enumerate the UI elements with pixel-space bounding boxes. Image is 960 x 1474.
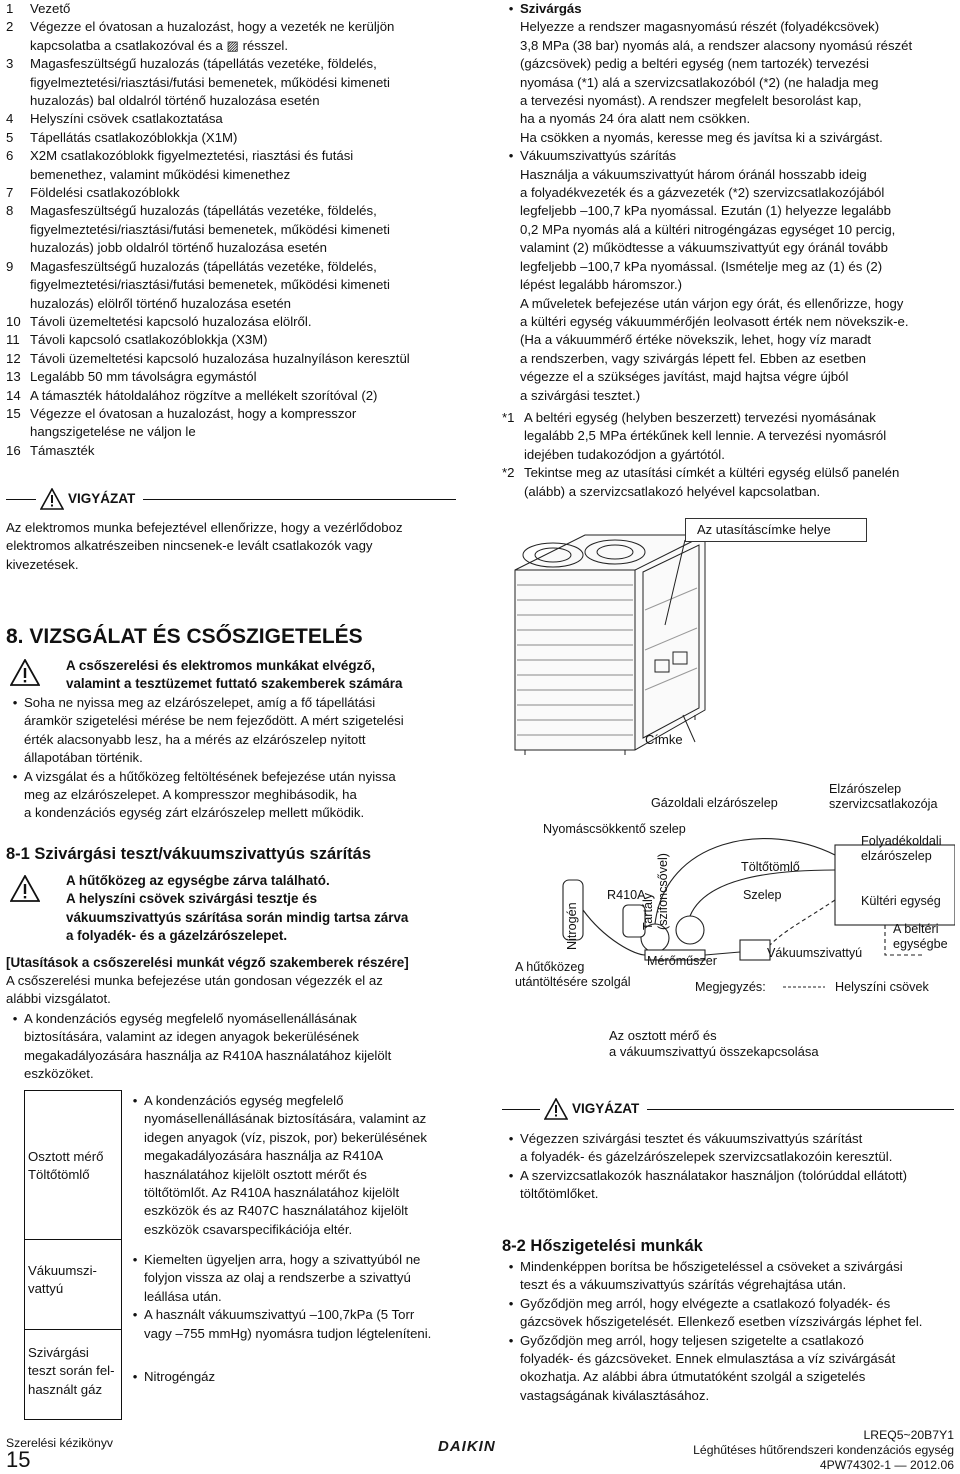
item-line: huzalozás) bal oldalról történő huzalozása esetén [30,93,320,109]
item-line: figyelmeztetési/riasztási/futási bemenetek, működési kimeneti [30,221,390,237]
caution-line: kivezetések. [6,556,79,572]
bullet-dot: • [12,768,18,784]
warning-icon [10,875,40,902]
note-line: legalább 2,5 MPa értékűnek kell lennie. A tervezési nyomásról [524,428,887,444]
text-line: szervizcsatlakozója [829,797,938,811]
text-line: (Ha a vákuummérő értéke növekszik, lehet, hogy víz maradt [520,332,872,348]
text-line: Győződjön meg arról, hogy teljesen szigetelte a csatlakozó [520,1332,864,1348]
label-nitrogen: Nitrogén [565,902,579,950]
row-label [28,1148,103,1185]
text-line: Tartály [641,892,655,930]
label-meromuszer: Mérőműszer [647,954,717,968]
footer-model: LREQ5~20B7Y1 [863,1428,954,1442]
list-item [6,110,476,128]
caution-title: VIGYÁZAT [68,490,136,506]
list-item [6,184,476,202]
item-line: Végezze el óvatosan a huzalozást, hogy a vezeték ne kerüljön [30,19,395,35]
footer-manual: Szerelési kézikönyv [6,1436,114,1450]
text-line: Helyezze a rendszer magasnyomású részét (folyadékcsövek) [520,19,880,35]
piping-diagram [505,780,955,1060]
tools-table [24,1090,462,1420]
instructions-bullet [6,1010,466,1084]
bullet-line: eszközöket. [24,1066,94,1082]
bullet-dot: • [508,1332,514,1348]
bullet-dot: • [12,1011,18,1026]
text-line: utántöltésére szolgál [515,975,631,989]
cell-line: töltőtömlőt. Az R410A használatához kijelölt [144,1185,400,1201]
item-line: X2M csatlakozóblokk figyelmeztetési, riasztási és futási [30,148,354,164]
cell-line: Kiemelten ügyeljen arra, hogy a szivattyúból ne [144,1252,421,1267]
item-line: Vezető [30,1,71,16]
text-line: elzárószelep [861,849,932,863]
label-hutokozeg [515,960,631,990]
item-number: 7 [6,185,14,201]
label-line: Osztott mérő [28,1149,104,1164]
item-number: 13 [6,369,21,385]
text-line: Az osztott mérő és [609,1028,717,1043]
label-cimke: Címke [645,732,683,747]
footer-brand: DAIKIN [438,1438,496,1455]
label-szelep: Szelep [743,888,782,902]
list-item [6,313,476,331]
outdoor-unit-drawing [505,510,955,755]
item-number: 8 [6,203,14,219]
text-line: A beltéri [893,922,939,936]
bullet-line: érték alacsonyabb lesz, ha a mérés az elzárószelep nyitott [24,731,366,747]
section-8-2-bullets [502,1258,954,1405]
bullet-line: állapotában történik. [24,750,143,766]
item-line: bemenethez, valamint működési kimenethez [30,166,291,182]
text-line: a kültéri egység vákuummérőjén leolvasott érték nem növekszik-e. [520,313,909,329]
cell-line: folyjon vissza az olaj a rendszerbe a szivattyú [144,1270,411,1286]
figure-caption [609,1028,819,1060]
bullet-dot: • [508,1259,514,1274]
item-line: Támaszték [30,442,95,458]
text-line: Ha csökken a nyomás, keresse meg és javítsa ki a szivárgást. [520,129,883,145]
bullet-line: a kondenzációs egység zárt elzárószelep mellett működik. [24,805,365,821]
warning-line: A hűtőközeg az egységbe zárva található. [66,873,330,888]
item-line: Magasfeszültségű huzalozás (tápellátás vezetéke, földelés, [30,56,377,72]
item-line: Magasfeszültségű huzalozás (tápellátás vezetéke, földelés, [30,258,377,274]
list-item [6,202,476,257]
footer-page: 15 [6,1447,31,1472]
cell-line: A használt vákuumszivattyú –100,7kPa (5 Torr [144,1307,415,1323]
legend-list [6,0,476,460]
cell-line: A kondenzációs egység megfelelő [144,1093,344,1108]
warning-line: A helyszíni csövek szivárgási tesztje és [66,891,318,907]
rule-right [647,1109,954,1110]
item-line: figyelmeztetési/riasztási/futási bemenetek, működési kimeneti [30,74,390,90]
section-8-warning [66,657,466,694]
item-number: 2 [6,19,14,35]
footer-code: 4PW74302-1 — 2012.06 [819,1458,954,1472]
item-number: 3 [6,56,14,72]
caution-header [6,488,456,510]
bullet-line: A vizsgálat és a hűtőközeg feltöltésének befejezése után nyissa [24,768,396,784]
bullet-dot: • [132,1369,138,1384]
label-megjegyzes: Megjegyzés: [695,980,766,994]
item-line: Végezze el óvatosan a huzalozást, hogy a kompresszor [30,405,357,421]
bullet-line: meg az elzárószelepet. A kompresszor meghibásodik, ha [24,787,357,803]
footer-product: Léghűtéses hűtőrendszeri kondenzációs egység [693,1443,954,1457]
text-line: legfeljebb –100,7 kPa nyomással. Ezután (1) helyezze legalább [520,203,891,219]
text-line: Elzárószelep [829,782,902,796]
bullet-dot: • [508,1131,514,1146]
item-line: Távoli üzemeltetési kapcsoló huzalozása huzalnyíláson keresztül [30,350,410,366]
cell-line: megakadályozására használja az R410A [144,1148,383,1164]
text-line: folyadék- és gázcsöveket. Ennek elmulasztása a víz szivárgását [520,1351,896,1367]
section-8-bullets [6,694,466,823]
section-8-title: 8. VIZSGÁLAT ÉS CSŐSZIGETELÉS [6,625,363,648]
bullet-line: megakadályozására használja az R410A használatához kijelölt [24,1047,392,1063]
label-folyadekoldali [861,834,942,864]
item-line: Legalább 50 mm távolságra egymástól [30,369,257,385]
text-line: nyomása (*1) alá a szervizcsatlakozóból (*2) (ne haladja meg [520,74,879,90]
label-kulteri: Kültéri egység [861,894,941,908]
list-item [6,55,476,110]
item-line: Távoli kapcsoló csatlakozóblokkja (X3M) [30,332,268,348]
label-gazoldali: Gázoldali elzárószelep [651,796,778,810]
cell-line: használatához kijelölt osztott mérőt és [144,1166,367,1182]
list-item [6,442,476,460]
text-line: a folyadék- és gázelzárószelepek szervizcsatlakozóin keresztül. [520,1149,893,1165]
text-line: legfeljebb –100,7 kPa nyomással. (Ismételje meg az (1) és (2) [520,258,883,274]
note-line: Tekintse meg az utasítási címkét a kültéri egység elülső panelén [524,465,900,481]
label-elzaro-szerviz [829,782,938,812]
text-line: a folyadékvezeték és a gázvezeték (*2) szervizcsatlakozójából [520,185,885,201]
caution-header-2 [502,1098,954,1120]
text-line: egységbe [893,937,948,951]
row-content [126,1092,466,1239]
cell-line: Nitrogéngáz [144,1369,216,1384]
caution-2-bullets [502,1130,954,1204]
bullet-dot: • [508,1167,514,1183]
label-line: vattyú [28,1281,64,1297]
label-line: használt gáz [28,1381,103,1397]
list-item [6,0,476,18]
footer-right [693,1428,954,1473]
label-tartaly [641,853,671,930]
list-item [6,129,476,147]
instr-line: alábbi vizsgálatot. [6,991,111,1007]
list-item [6,387,476,405]
right-column [502,0,954,501]
instructions-text [6,972,466,1009]
text-line: (szifoncsővel) [656,853,670,930]
list-item [6,405,476,442]
bullet-dot: • [12,695,18,710]
bullet-item [6,768,466,823]
section-8-1-title: 8-1 Szivárgási teszt/vákuumszivattyús szárítás [6,845,372,863]
bullet-line: áramkör szigetelési mérése be nem fejeződött. A mért szigetelési [24,713,404,729]
label-r410a: R410A [607,888,646,902]
text-line: ha a nyomás 24 óra alatt nem csökken. [520,111,751,127]
text-line: a vákuumszivattyú összekapcsolása [609,1044,819,1059]
caution-line: elektromos alkatrészeiben nincsenek-e levált csatlakozók vagy [6,538,373,554]
text-line: A szervizcsatlakozók használatakor használjon (tolórúddal ellátott) [520,1167,908,1183]
text-line: végezze el a szükséges javítást, majd hajtsa végre újból [520,369,849,385]
item-line: Földelési csatlakozóblokk [30,185,180,201]
bullet-line: biztosítására, valamint az idegen anyagok bekerülésének [24,1029,360,1045]
warning-icon [10,659,40,686]
bullet-line: Soha ne nyissa meg az elzárószelepet, amíg a fő tápellátási [24,695,376,710]
warning-line: a folyadék- és a gázelzárószelepet. [66,928,288,944]
bullet-dot: • [508,1,514,16]
bullet-item [6,694,466,768]
note-1 [502,409,954,464]
instructions-title: [Utasítások a csőszerelési munkát végző szakemberek részére] [6,955,409,970]
warning-line: valamint a tesztüzemet futtató szakemberek számára [66,676,403,692]
text-line: 3,8 MPa (38 bar) nyomás alá, a rendszer alacsony nyomású részét [520,37,913,53]
text-line: Használja a vákuumszivattyút három óránál hosszabb ideig [520,166,867,182]
outdoor-unit-figure [505,510,955,755]
item-number: 1 [6,1,14,16]
item-line: A támaszték hátoldalához rögzítve a mellékelt szorítóval (2) [30,387,378,403]
section-8-1-warning [66,872,466,946]
note-line: idejében tudakozódjon a gyártótól. [524,446,725,462]
note-mark: *2 [502,465,515,481]
label-line: teszt során fel- [28,1363,115,1379]
list-item [6,331,476,349]
row-content [126,1251,466,1343]
cell-line: leállása után. [144,1288,222,1304]
caution-text [6,519,466,574]
item-number: 15 [6,405,21,421]
item-line: figyelmeztetési/riasztási/futási bemenetek, működési kimeneti [30,277,390,293]
label-vakuum: Vákuumszivattyú [767,946,863,960]
row-content [126,1368,466,1386]
leak-title: Szivárgás [520,1,582,16]
text-line: gázcsövek hőszigetelését. Ellenkező esetben vízszivárgás léphet fel. [520,1314,923,1330]
item-number: 14 [6,387,21,403]
note-line: (alább) a szervizcsatlakozó helyével kapcsolatban. [524,483,821,499]
instr-line: A csőszerelési munka befejezése után gondosan végezzék el az [6,973,383,988]
cell-line: eszközök és az R407C használatához kijelölt [144,1203,408,1219]
item-number: 16 [6,442,21,458]
bullet-dot: • [132,1307,138,1323]
row-label [28,1344,115,1399]
text-line: valamint (2) működtesse a vákuumszivattyút egy óránál tovább [520,240,888,256]
item-number: 11 [6,332,20,348]
text-line: teszt és a vákuumszivattyús szárítás végrehajtása után. [520,1277,847,1293]
cell-line: idegen anyagok (víz, piszok, por) bekerülésének [144,1129,427,1145]
text-line: töltőtömlőket. [520,1186,599,1202]
item-number: 12 [6,350,21,366]
item-line: huzalozás) jobb oldalról történő huzalozása esetén [30,240,327,256]
list-item [6,258,476,313]
warning-icon [40,488,64,510]
caution-title: VIGYÁZAT [572,1100,640,1116]
list-item [6,147,476,184]
text-line: Mindenképpen borítsa be hőszigeteléssel a csöveket a szivárgási [520,1259,903,1274]
vacuum-title: Vákuumszivattyús szárítás [520,148,677,164]
rule-left [6,499,36,500]
item-line: Tápellátás csatlakozóblokkja (X1M) [30,129,238,145]
text-line: 0,2 MPa nyomás alá a kültéri nitrogéngázas egységet 10 percig, [520,221,896,237]
bullet-dot: • [132,1093,138,1108]
text-line: A hűtőközeg [515,960,585,974]
label-nyomascsokk: Nyomáscsökkentő szelep [543,822,686,836]
item-number: 10 [6,313,21,329]
text-line: a rendszerben, vagy szivárgás lépett fel. Ebben az esetben [520,350,867,366]
rule-right [143,499,456,500]
item-line: Helyszíni csövek csatlakoztatása [30,111,223,127]
label-line: Töltőtömlő [28,1167,90,1183]
cell-line: eszközök csavarspecifikációja eltér. [144,1221,353,1237]
text-line: Győződjön meg arról, hogy elvégezte a csatlakozó folyadék- és [520,1295,891,1311]
item-line: hangszigetelése ne váljon le [30,424,196,440]
text-line: (gázcsövek) pedig a beltéri egység (nem tartozék) tervezési [520,56,869,72]
note-mark: *1 [502,409,515,425]
item-line: Távoli üzemeltetési kapcsoló huzalozása elölről. [30,313,312,329]
text-line: Folyadékoldali [861,834,942,848]
cell-line: vagy –755 mmHg) nyomásra tudjon légteleníteni. [144,1325,432,1341]
note-line: A beltéri egység (helyben beszerzett) tervezési nyomásának [524,409,876,425]
item-number: 9 [6,258,14,274]
text-line: okozhatja. Az alábbi ábra útmutatóként szolgál a szigetelés [520,1369,866,1385]
item-number: 5 [6,129,14,145]
list-item [6,368,476,386]
item-line: huzalozás) elölről történő huzalozása esetén [30,295,291,311]
text-line: a szivárgási tesztet.) [520,387,641,403]
item-line: Magasfeszültségű huzalozás (tápellátás vezetéke, földelés, [30,203,377,219]
row-label [28,1262,97,1299]
label-toltotomlo: Töltőtömlő [741,860,800,874]
label-line: Vákuumszi- [28,1263,97,1278]
caution-line: Az elektromos munka befejeztével ellenőrizze, hogy a vezérlődoboz [6,520,403,535]
label-line: Szivárgási [28,1345,89,1360]
item-number: 6 [6,148,14,164]
bullet-dot: • [508,148,514,164]
note-2 [502,464,954,501]
warning-line: vákuumszivattyús szárítása során mindig tartsa zárva [66,909,409,925]
bullet-line: A kondenzációs egység megfelelő nyomásellenállásának [24,1011,357,1026]
item-line: kapcsolatba a csatlakozóval és a ▨ résszel. [30,37,289,53]
label-helyszini: Helyszíni csövek [835,980,929,994]
bullet-dot: • [132,1252,138,1267]
list-item [6,350,476,368]
bullet-dot: • [508,1295,514,1311]
text-line: Végezzen szivárgási tesztet és vákuumszivattyús szárítást [520,1131,863,1146]
label-location: Az utasításcímke helye [697,522,831,537]
item-number: 4 [6,111,14,127]
cell-line: nyomásellenállásának biztosítására, valamint az [144,1111,427,1127]
label-belteri [893,922,948,952]
text-line: A műveletek befejezése után várjon egy órát, és ellenőrizze, hogy [520,295,904,311]
text-line: lépést legalább háromszor.) [520,277,683,293]
list-item [6,18,476,55]
warning-icon [544,1098,568,1120]
rule-left [502,1109,540,1110]
text-line: vastagságának kiválasztásához. [520,1387,710,1403]
section-8-2-title: 8-2 Hőszigetelési munkák [502,1237,703,1255]
warning-line: A csőszerelési és elektromos munkákat elvégző, [66,658,376,673]
text-line: a tervezési nyomást). A rendszer megfelelt besorolást kap, [520,93,862,109]
